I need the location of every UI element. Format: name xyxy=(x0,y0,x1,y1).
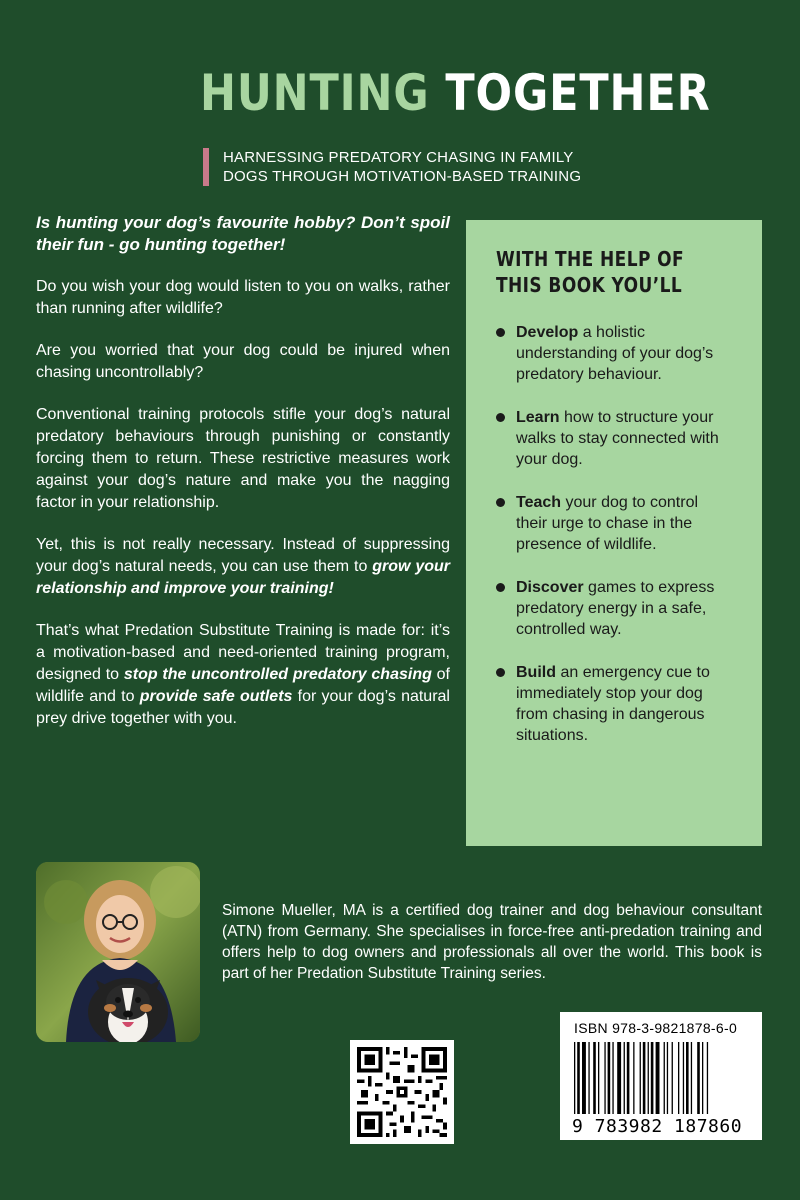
barcode-bar xyxy=(683,1042,684,1114)
p5-emphasis-1: stop the uncontrolled predatory chasing xyxy=(123,666,432,683)
isbn-label: ISBN 978-3-9821878-6-0 xyxy=(574,1020,738,1036)
title-part-2: TOGETHER xyxy=(445,64,711,122)
barcode-bar xyxy=(656,1042,660,1114)
paragraph-1: Do you wish your dog would listen to you on walks, rather than running after wildlife? xyxy=(36,278,450,317)
subtitle-line-2: DOGS THROUGH MOTIVATION-BASED TRAINING xyxy=(223,168,582,185)
bullet-icon xyxy=(496,498,505,507)
barcode-bar xyxy=(574,1042,575,1114)
barcode-bar xyxy=(686,1042,689,1114)
description xyxy=(36,212,450,750)
barcode-bar xyxy=(664,1042,665,1114)
benefit-item xyxy=(496,662,732,746)
barcode-bar xyxy=(697,1042,700,1114)
benefit-keyword: Learn xyxy=(516,409,560,426)
lead-question: Is hunting your dog’s favourite hobby? Don’t spoil their fun - go hunting together! xyxy=(36,213,450,254)
barcode-bar xyxy=(667,1042,668,1114)
barcode-bar xyxy=(582,1042,586,1114)
benefit-text: how to structure your walks to stay connected with your dog. xyxy=(516,409,719,468)
benefit-keyword: Discover xyxy=(516,579,584,596)
benefits-heading xyxy=(496,246,734,298)
author-photo xyxy=(36,862,200,1042)
benefit-text: an emergency cue to immediately stop your dog from chasing in dangerous situations. xyxy=(516,664,710,744)
benefit-keyword: Teach xyxy=(516,494,562,511)
benefits-panel xyxy=(466,220,762,846)
benefit-keyword: Develop xyxy=(516,324,579,341)
paragraph-5 xyxy=(36,620,450,730)
barcode-bar xyxy=(577,1042,580,1114)
qr-code[interactable] xyxy=(350,1040,454,1144)
barcode-bar xyxy=(624,1042,625,1114)
barcode-bars xyxy=(572,1042,752,1114)
benefit-item xyxy=(496,577,732,640)
subtitle-line-1: HARNESSING PREDATORY CHASING IN FAMILY xyxy=(223,149,574,166)
barcode-bar xyxy=(702,1042,703,1114)
paragraph-4 xyxy=(36,534,450,600)
p4-text: Yet, this is not really necessary. Instead of suppressing your dog’s natural needs, you can use them to xyxy=(36,536,450,575)
barcode-bar xyxy=(678,1042,679,1114)
barcode-bar xyxy=(648,1042,649,1114)
bullet-icon xyxy=(496,328,505,337)
p5-text-c: of wildlife and to xyxy=(36,666,450,705)
p5-text-a: That’s what Predation Substitute Training is made for: it’s a motivation-based and need-oriented training program, designed to xyxy=(36,622,450,683)
benefit-text: games to express predatory energy in a safe, controlled way. xyxy=(516,579,715,638)
book-subtitle xyxy=(203,148,581,186)
barcode-digits: 9 783982 187860 xyxy=(572,1116,743,1137)
benefit-item xyxy=(496,322,732,385)
barcode-bar xyxy=(612,1042,613,1114)
barcode-bar xyxy=(691,1042,692,1114)
author-bio: Simone Mueller, MA is a certified dog trainer and dog behaviour consultant (ATN) from Germany. She specialises in force-free anti-predation training and offers help to dog owners and professionals all over the world. This book is part of her Predation Substitute Training series. xyxy=(222,902,762,982)
barcode-bar xyxy=(643,1042,646,1114)
p5-text-e: for your dog’s natural prey drive together with you. xyxy=(36,688,450,727)
p5-emphasis-2: provide safe outlets xyxy=(139,688,293,705)
barcode-bar xyxy=(608,1042,611,1114)
barcode-bar xyxy=(672,1042,673,1114)
barcode-bar xyxy=(651,1042,654,1114)
barcode-bar xyxy=(640,1042,641,1114)
barcode-bar xyxy=(627,1042,630,1114)
benefits-heading-line-2: THIS BOOK YOU’LL xyxy=(496,273,683,297)
paragraph-2: Are you worried that your dog could be injured when chasing uncontrollably? xyxy=(36,342,450,381)
barcode-bar xyxy=(633,1042,634,1114)
benefits-list xyxy=(496,322,732,746)
title-part-1: HUNTING xyxy=(200,64,430,122)
bullet-icon xyxy=(496,583,505,592)
benefit-keyword: Build xyxy=(516,664,556,681)
benefit-item xyxy=(496,492,732,555)
benefit-text: your dog to control their urge to chase in the presence of wildlife. xyxy=(516,494,699,553)
barcode-bar xyxy=(707,1042,708,1114)
benefits-heading-line-1: WITH THE HELP OF xyxy=(496,247,685,271)
barcode-bar xyxy=(604,1042,605,1114)
barcode-bar xyxy=(598,1042,599,1114)
barcode-bar xyxy=(588,1042,589,1114)
author-with-dog-image xyxy=(36,862,200,1042)
benefit-item xyxy=(496,407,732,470)
paragraph-3: Conventional training protocols stifle your dog’s natural predatory behaviours through punishing or constantly forcing them to return. These restrictive measures work against your dog’s nature and make you the nagging factor in your relationship. xyxy=(36,406,450,511)
p4-emphasis: grow your relationship and improve your training! xyxy=(36,558,450,597)
bullet-icon xyxy=(496,413,505,422)
benefit-text: a holistic understanding of your dog’s predatory behaviour. xyxy=(516,324,714,383)
qr-code-icon xyxy=(350,1040,454,1144)
book-title xyxy=(200,64,711,122)
barcode-bar xyxy=(593,1042,596,1114)
barcode-bar xyxy=(617,1042,621,1114)
isbn-barcode xyxy=(560,1012,762,1140)
bullet-icon xyxy=(496,668,505,677)
